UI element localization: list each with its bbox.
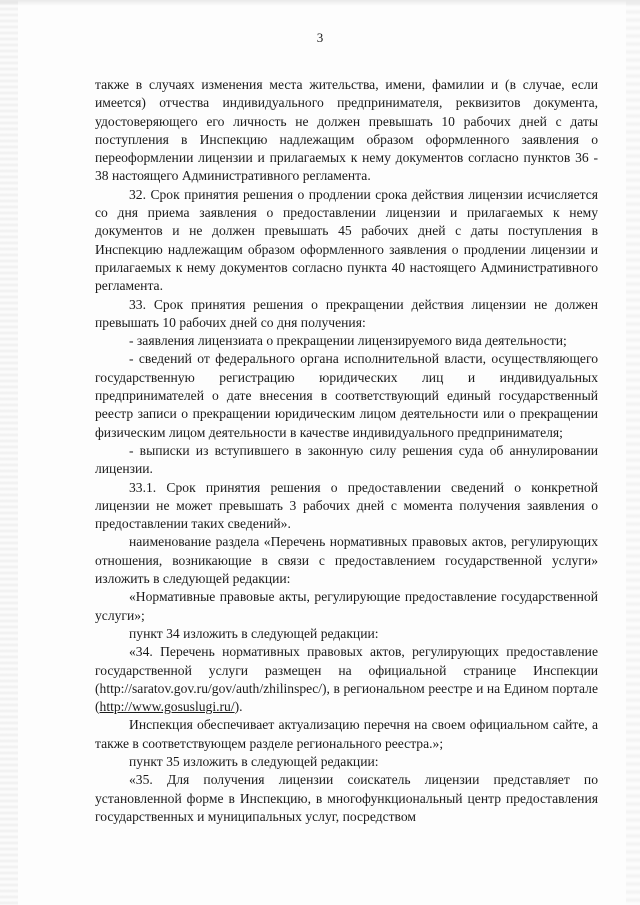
list-item-federal-info: - сведений от федерального органа исполнительной власти, осуществляющего государственную регистрацию юридических лиц и индивидуальных предпринимателей о дате внесения в соответствующий единый государственный реестр записи о прекращении юридическим лицом деятельности или о прекращении физическим лицом деятельности в качестве индивидуального предпринимателя; — [95, 351, 598, 440]
scan-right-edge — [626, 0, 640, 905]
list-item-application: - заявления лицензиата о прекращении лицензируемого вида деятельности; — [129, 333, 567, 349]
paragraph-item-35-intro: пункт 35 изложить в следующей редакции: — [129, 753, 379, 769]
list-item-court-extract: - выписки из вступившего в законную силу решения суда об аннулировании лицензии. — [95, 442, 598, 477]
portal-link[interactable]: http://www.gosuslugi.ru/ — [99, 699, 235, 715]
paragraph-34-text: «34. Перечень нормативных правовых актов, регулирующих предоставление государственной услуги размещен на официальной странице Инспекции (http://saratov.gov.ru/gov/auth/zhilinspec/), в региональном реестре и на Едином портале ( — [95, 644, 598, 715]
scan-top-shadow — [0, 0, 640, 6]
paragraph-section-title-change: наименование раздела «Перечень нормативных правовых актов, регулирующих отношения, возникающие в связи с предоставлением государственной услуги» изложить в следующей редакции: — [95, 534, 598, 587]
paragraph-34-tail: ). — [234, 699, 243, 715]
paragraph-33-1: 33.1. Срок принятия решения о предоставлении сведений о конкретной лицензии не может превышать 3 рабочих дней с момента получения заявления о предоставлении таких сведений». — [95, 479, 598, 532]
paragraph-33: 33. Срок принятия решения о прекращении действия лицензии не должен превышать 10 рабочих дней со дня получения: — [95, 296, 598, 330]
paragraph-item-34-intro: пункт 34 изложить в следующей редакции: — [129, 625, 379, 641]
paragraph-actualization: Инспекция обеспечивает актуализацию перечня на своем официальном сайте, а также в соответствующем разделе регионального реестра.»; — [95, 717, 598, 751]
paragraph-32: 32. Срок принятия решения о продлении срока действия лицензии исчисляется со дня приема заявления о предоставлении лицензии и прилагаемых к нему документов и не должен превышать 45 рабочих дней с даты поступления в Инспекцию надлежащим образом оформленного заявления о продлении лицензии и прилагаемых к нему документов согласно пункта 40 настоящего Административного регламента. — [95, 186, 598, 294]
scan-left-edge — [0, 0, 18, 905]
paragraph-new-section-title: «Нормативные правовые акты, регулирующие предоставление государственной услуги»; — [95, 589, 598, 623]
document-body — [95, 76, 598, 826]
page-number: 3 — [316, 30, 324, 45]
paragraph-35: «35. Для получения лицензии соискатель лицензии представляет по установленной форме в Инспекцию, в многофункциональный центр предоставления государственных и муниципальных услуг, посредством — [95, 772, 598, 824]
paragraph-continuation: также в случаях изменения места жительства, имени, фамилии и (в случае, если имеется) отчества индивидуального предпринимателя, реквизитов документа, удостоверяющего его личность не должен превышать 10 рабочих дней с даты поступления в Инспекцию надлежащим образом оформленного заявления о переоформлении лицензии и прилагаемых к нему документов согласно пунктов 36 - 38 настоящего Административного регламента. — [95, 77, 598, 184]
paragraph-34 — [95, 643, 598, 716]
